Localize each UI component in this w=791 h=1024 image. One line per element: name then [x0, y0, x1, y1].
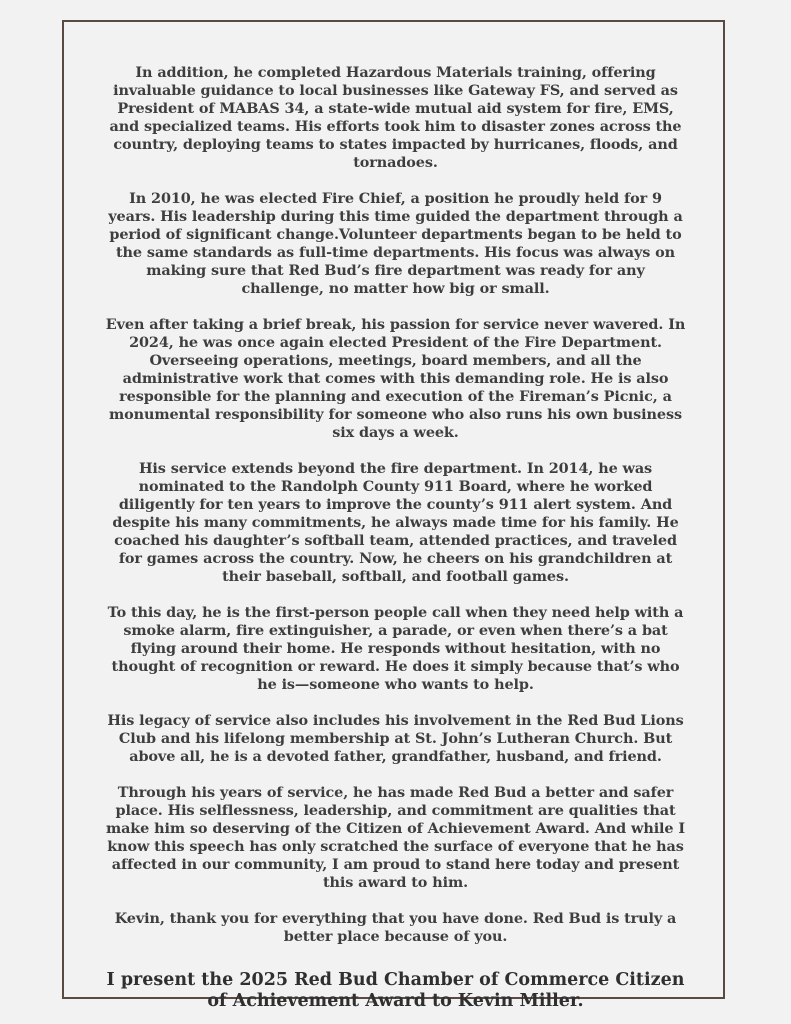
speech-text [104, 64, 687, 1012]
paragraph-fire-chief: In 2010, he was elected Fire Chief, a position he proudly held for 9 years. His leadership during this time guided the department through a period of significant change.Volunteer departments began to be held to the same standards as full-time departments. His focus was always on making sure that Red Bud’s fire department was ready for any challenge, no matter how big or small. [108, 190, 683, 297]
paragraph-red-bud-better: Through his years of service, he has made Red Bud a better and safer place. His selflessness, leadership, and commitment are qualities that make him so deserving of the Citizen of Achievement Award. And while I know this speech has only scratched the surface of everyone that he has affected in our community, I am proud to stand here today and present this award to him. [105, 784, 686, 891]
paragraph-legacy: His legacy of service also includes his involvement in the Red Bud Lions Club and his lifelong membership at St. John’s Lutheran Church. But above all, he is a devoted father, grandfather, husband, and friend. [107, 712, 684, 765]
paragraph-first-call: To this day, he is the first-person people call when they need help with a smoke alarm, fire extinguisher, a parade, or even when there’s a bat flying around their home. He responds without hesitation, with no thought of recognition or reward. He does it simply because that’s who he is—someone who wants to help. [107, 604, 684, 693]
paragraph-president-2024: Even after taking a brief break, his passion for service never wavered. In 2024, he was once again elected President of the Fire Department. Overseeing operations, meetings, board members, and all the administrative work that comes with this demanding role. He is also responsible for the planning and execution of the Fireman’s Picnic, a monumental responsibility for someone who also runs his own business six days a week. [105, 316, 686, 441]
paragraph-911-board-family: His service extends beyond the fire department. In 2014, he was nominated to the Randolph County 911 Board, where he worked diligently for ten years to improve the county’s 911 alert system. And despite his many commitments, he always made time for his family. He coached his daughter’s softball team, attended practices, and traveled for games across the country. Now, he cheers on his grandchildren at their baseball, softball, and football games. [112, 460, 679, 585]
paragraph-thank-you: Kevin, thank you for everything that you have done. Red Bud is truly a better place because of you. [114, 910, 677, 945]
paragraph-hazmat-mabas: In addition, he completed Hazardous Materials training, offering invaluable guidance to local businesses like Gateway FS, and served as President of MABAS 34, a state-wide mutual aid system for fire, EMS, and specialized teams. His efforts took him to disaster zones across the country, deploying teams to states impacted by hurricanes, floods, and tornadoes. [109, 64, 682, 171]
award-presentation-statement: I present the 2025 Red Bud Chamber of Commerce Citizen of Achievement Award to Kevin Miller. [106, 970, 685, 1011]
